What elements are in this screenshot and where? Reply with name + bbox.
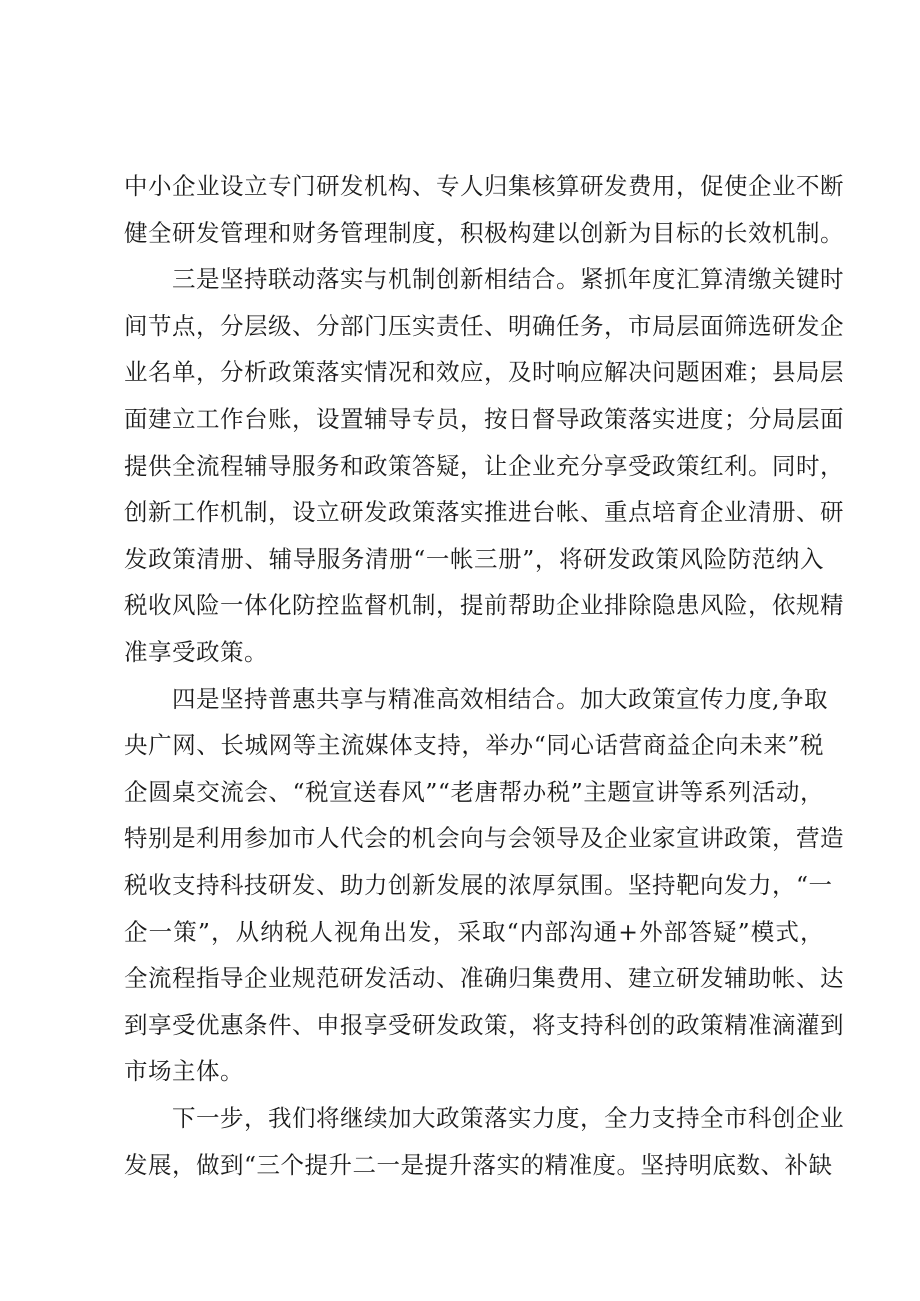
- text-line: 创新工作机制，设立研发政策落实推进台帐、重点培育企业清册、研: [124, 498, 844, 527]
- text-line: 全流程指导企业规范研发活动、准确归集费用、建立研发辅助帐、达: [124, 964, 844, 993]
- text-line: 中小企业设立专门研发机构、专人归集核算研发费用，促使企业不断: [124, 172, 844, 200]
- text-line: 发政策清册、辅导服务清册“一帐三册”，将研发政策风险防范纳入: [124, 544, 824, 573]
- text-line: 特别是利用参加市人代会的机会向与会领导及企业家宣讲政策，营造: [124, 824, 844, 853]
- text-line: 健全研发管理和财务管理制度，积极构建以创新为目标的长效机制。: [124, 218, 844, 247]
- text-line: 发展，做到“三个提升二一是提升落实的精准度。坚持明底数、补缺: [124, 1150, 833, 1179]
- text-line: 企圆桌交流会、“税宣送春风”“老唐帮办税”主题宣讲等系列活动，: [124, 777, 824, 806]
- text-line: 税收支持科技研发、助力创新发展的浓厚氛围。坚持靶向发力，“一: [124, 871, 833, 899]
- text-line: 税收风险一体化防控监督机制，提前帮助企业排除隐患风险，依规精: [124, 591, 844, 620]
- text-line: 到享受优惠条件、申报享受研发政策，将支持科创的政策精准滴灌到: [124, 1010, 844, 1039]
- text-line: 市场主体。: [124, 1057, 244, 1086]
- text-line: 三是坚持联动落实与机制创新相结合。紧抓年度汇算清缴关键时: [172, 265, 844, 294]
- text-line: 央广网、长城网等主流媒体支持，举办“同心话营商益企向未来”税: [124, 731, 824, 760]
- text-line: 间节点，分层级、分部门压实责任、明确任务，市局层面筛选研发企: [124, 311, 844, 340]
- text-line: 企一策”，从纳税人视角出发，采取“内部沟通+外部答疑”模式，: [124, 917, 824, 946]
- text-line: 四是坚持普惠共享与精准高效相结合。加大政策宣传力度,争取: [172, 684, 828, 713]
- text-line: 提供全流程辅导服务和政策答疑，让企业充分享受政策红利。同时，: [124, 451, 844, 480]
- text-line: 准享受政策。: [124, 638, 268, 666]
- text-line: 面建立工作台账，设置辅导专员，按日督导政策落实进度；分局层面: [124, 405, 844, 433]
- text-line: 业名单，分析政策落实情况和效应，及时响应解决问题困难；县局层: [124, 358, 844, 387]
- text-line: 下一步，我们将继续加大政策落实力度，全力支持全市科创企业: [172, 1104, 844, 1132]
